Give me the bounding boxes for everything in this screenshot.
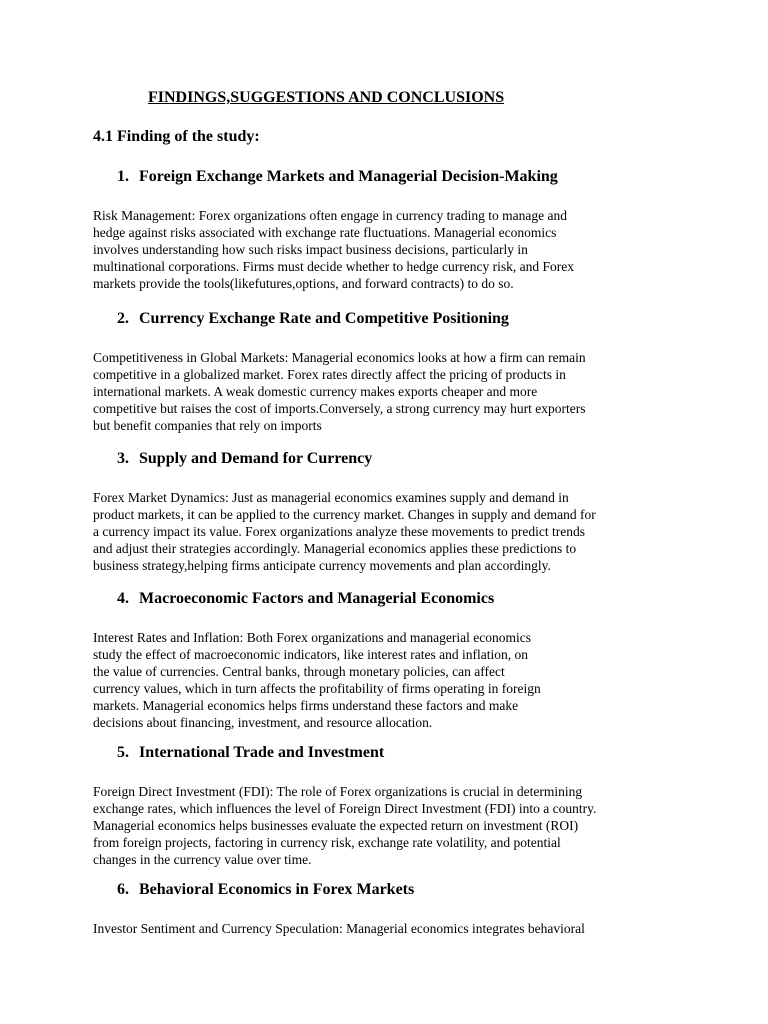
paragraph-line: markets. Managerial economics helps firms understand these factors and make xyxy=(93,698,519,713)
paragraph-line: and adjust their strategies accordingly. Managerial economics applies these predictions to xyxy=(93,541,577,556)
section-paragraph xyxy=(93,629,683,731)
finding-section-2 xyxy=(93,309,683,434)
paragraph-line: decisions about financing, investment, and resource allocation. xyxy=(93,715,433,730)
section-number: 1. xyxy=(117,168,129,185)
paragraph-line: business strategy,helping firms anticipate currency movements and plan accordingly. xyxy=(93,558,551,573)
paragraph-line: international markets. A weak domestic currency makes exports cheaper and more xyxy=(93,384,538,399)
section-paragraph xyxy=(93,920,683,937)
paragraph-line: hedge against risks associated with exchange rate fluctuations. Managerial economics xyxy=(93,225,557,240)
paragraph-line: competitive but raises the cost of imports.Conversely, a strong currency may hurt exporters xyxy=(93,401,586,416)
section-number: 6. xyxy=(117,881,129,898)
finding-section-6 xyxy=(93,880,683,937)
finding-section-3 xyxy=(93,449,683,574)
paragraph-line: competitive in a globalized market. Forex rates directly affect the pricing of products in xyxy=(93,367,566,382)
paragraph-line: from foreign projects, factoring in currency risk, exchange rate volatility, and potential xyxy=(93,835,561,850)
page-title: FINDINGS,SUGGESTIONS AND CONCLUSIONS xyxy=(148,89,505,106)
section-subtitle: 4.1 Finding of the study: xyxy=(93,128,260,145)
paragraph-line: product markets, it can be applied to the currency market. Changes in supply and demand for xyxy=(93,507,596,522)
paragraph-line: involves understanding how such risks impact business decisions, particularly in xyxy=(93,242,528,257)
finding-section-4 xyxy=(93,589,683,731)
section-heading-text: International Trade and Investment xyxy=(139,744,385,761)
section-heading-text: Macroeconomic Factors and Managerial Economics xyxy=(139,590,495,607)
section-heading xyxy=(117,309,683,329)
section-number: 5. xyxy=(117,744,129,761)
section-heading-text: Currency Exchange Rate and Competitive Positioning xyxy=(139,310,509,327)
paragraph-line: exchange rates, which influences the level of Foreign Direct Investment (FDI) into a country. xyxy=(93,801,597,816)
paragraph-line: currency values, which in turn affects the profitability of firms operating in foreign xyxy=(93,681,541,696)
section-heading xyxy=(117,743,683,763)
finding-section-1 xyxy=(93,167,683,292)
section-heading-text: Supply and Demand for Currency xyxy=(139,450,373,467)
paragraph-line: multinational corporations. Firms must decide whether to hedge currency risk, and Forex xyxy=(93,259,575,274)
paragraph-line: Competitiveness in Global Markets: Managerial economics looks at how a firm can remain xyxy=(93,350,586,365)
paragraph-line: study the effect of macroeconomic indicators, like interest rates and inflation, on xyxy=(93,647,528,662)
paragraph-line: a currency impact its value. Forex organizations analyze these movements to predict trends xyxy=(93,524,585,539)
section-paragraph xyxy=(93,489,683,574)
section-number: 3. xyxy=(117,450,129,467)
section-heading xyxy=(117,167,683,187)
paragraph-line: Risk Management: Forex organizations often engage in currency trading to manage and xyxy=(93,208,567,223)
paragraph-line: Forex Market Dynamics: Just as managerial economics examines supply and demand in xyxy=(93,490,569,505)
section-heading xyxy=(117,449,683,469)
section-number: 4. xyxy=(117,590,129,607)
section-heading-text: Behavioral Economics in Forex Markets xyxy=(139,881,415,898)
section-paragraph xyxy=(93,207,683,292)
paragraph-line: but benefit companies that rely on imports xyxy=(93,418,322,433)
paragraph-line: Foreign Direct Investment (FDI): The role of Forex organizations is crucial in determining xyxy=(93,784,583,799)
paragraph-line: changes in the currency value over time. xyxy=(93,852,312,867)
paragraph-line: Interest Rates and Inflation: Both Forex organizations and managerial economics xyxy=(93,630,531,645)
section-heading xyxy=(117,589,683,609)
paragraph-line: Managerial economics helps businesses evaluate the expected return on investment (ROI) xyxy=(93,818,579,833)
section-paragraph xyxy=(93,349,683,434)
section-heading xyxy=(117,880,683,900)
section-number: 2. xyxy=(117,310,129,327)
section-heading-text: Foreign Exchange Markets and Managerial Decision-Making xyxy=(139,168,558,185)
paragraph-line: the value of currencies. Central banks, through monetary policies, can affect xyxy=(93,664,505,679)
paragraph-line: markets provide the tools(likefutures,options, and forward contracts) to do so. xyxy=(93,276,514,291)
section-paragraph xyxy=(93,783,683,868)
finding-section-5 xyxy=(93,743,683,868)
paragraph-line: Investor Sentiment and Currency Speculation: Managerial economics integrates behavioral xyxy=(93,921,585,936)
